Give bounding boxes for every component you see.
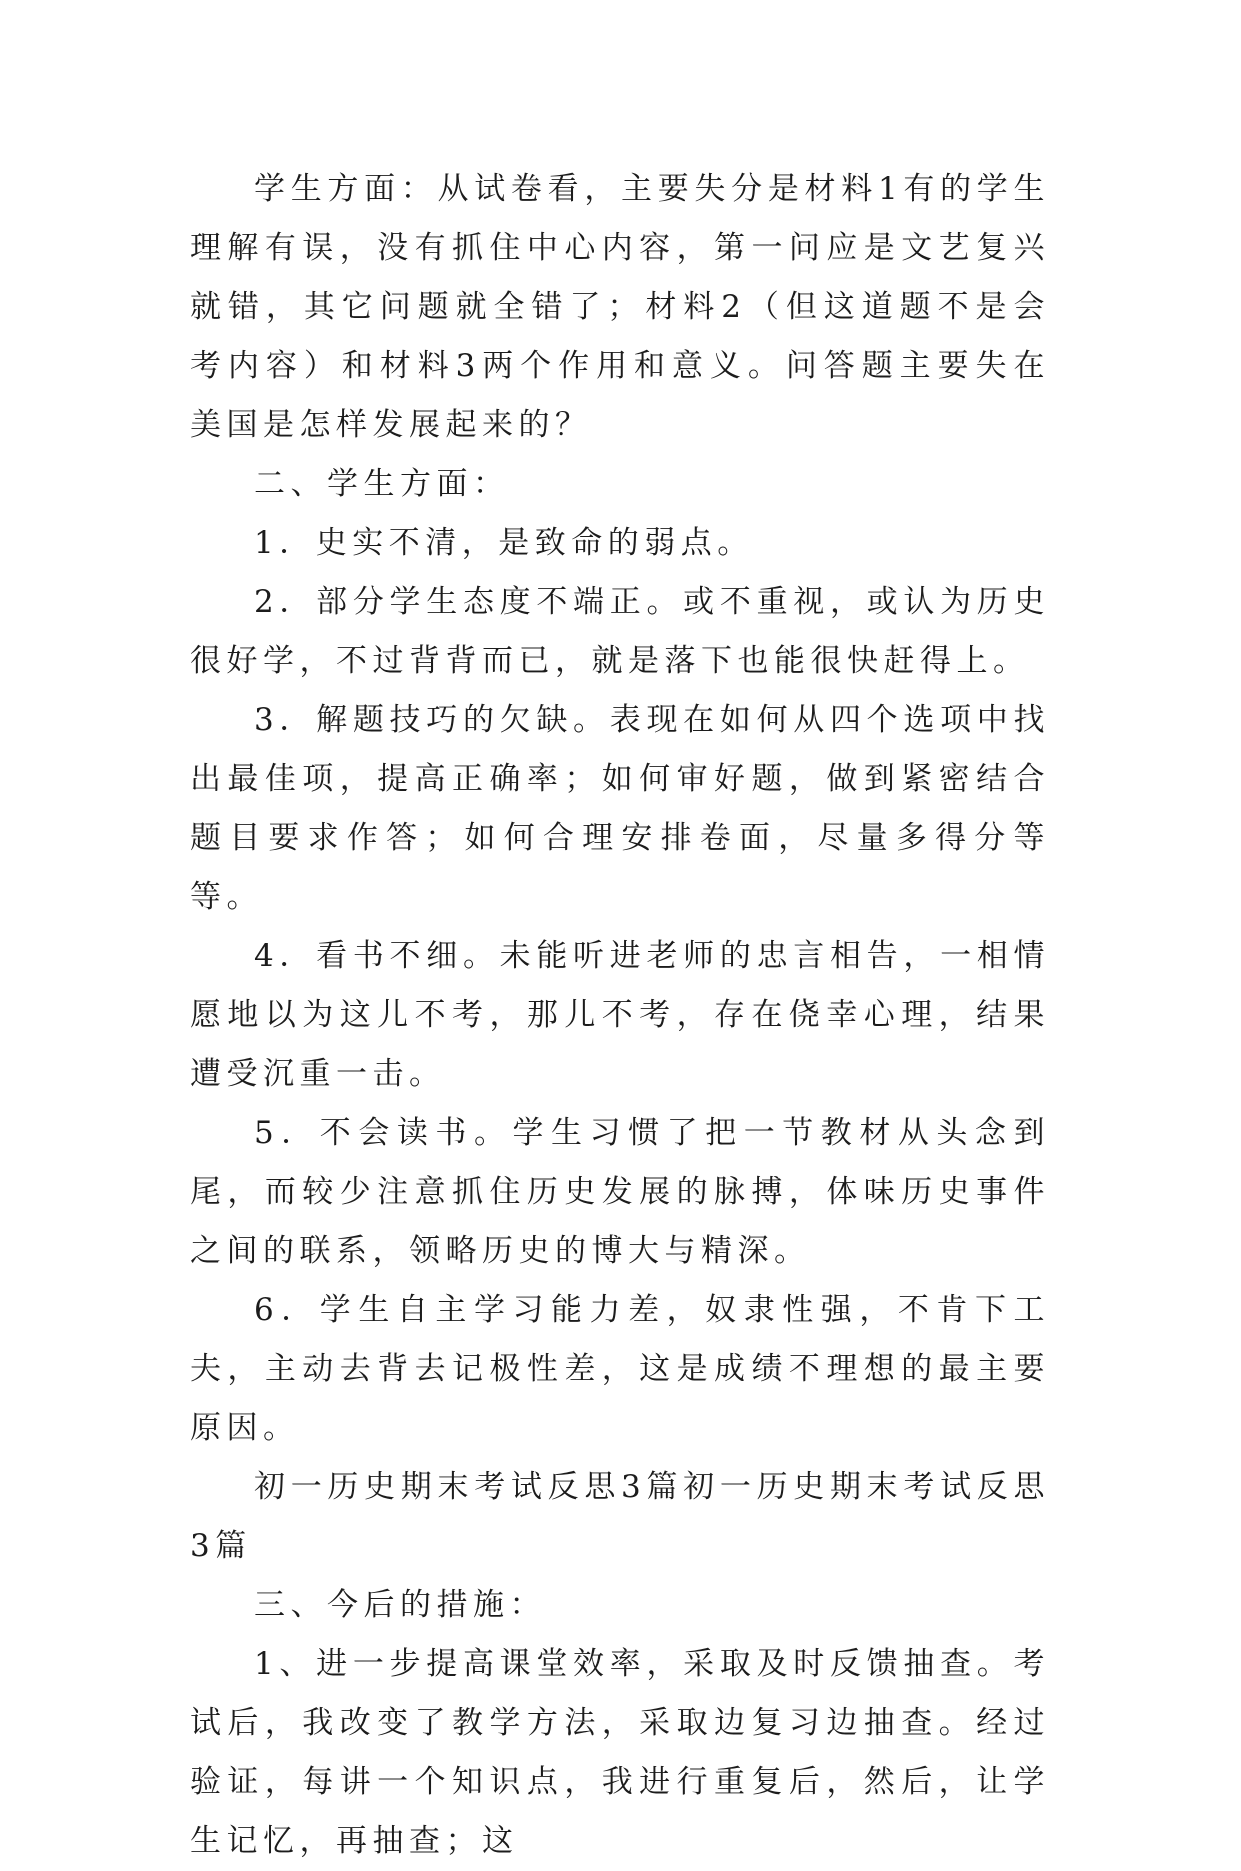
heading-future-measures: 三、今后的措施： [254, 1587, 546, 1623]
heading-student-aspect: 二、学生方面： [254, 466, 510, 502]
list-item-3: 3．解题技巧的欠缺。表现在如何从四个选项中找出最佳项，提高正确率；如何审好题，做到紧密结合题目要求作答；如何合理安排卷面，尽量多得分等等。 [190, 702, 1050, 915]
list-item-4: 4．看书不细。未能听进老师的忠言相告，一相情愿地以为这儿不考，那儿不考，存在侥幸心理，结果遭受沉重一击。 [190, 938, 1050, 1092]
list-item-1: 1．史实不清，是致命的弱点。 [254, 525, 754, 561]
list-item-5: 5．不会读书。学生习惯了把一节教材从头念到尾，而较少注意抓住历史发展的脉搏，体味历史事件之间的联系，领略历史的博大与精深。 [190, 1115, 1050, 1269]
list-item-2: 2．部分学生态度不端正。或不重视，或认为历史很好学，不过背背而已，就是落下也能很快赶得上。 [190, 584, 1050, 679]
list-item-6: 6．学生自主学习能力差，奴隶性强，不肯下工夫，主动去背去记极性差，这是成绩不理想的最主要原因。 [190, 1292, 1050, 1446]
paragraph-student-analysis: 学生方面：从试卷看，主要失分是材料1有的学生理解有误，没有抓住中心内容，第一问应是文艺复兴就错，其它问题就全错了；材料2（但这道题不是会考内容）和材料3两个作用和意义。问答题主要失在美国是怎样发展起来的？ [190, 171, 1050, 443]
document-body [190, 160, 1050, 1871]
repeated-title-line: 初一历史期末考试反思3篇初一历史期末考试反思3篇 [190, 1469, 1050, 1564]
measure-item-1: 1、进一步提高课堂效率，采取及时反馈抽查。考试后，我改变了教学方法，采取边复习边抽查。经过验证，每讲一个知识点，我进行重复后，然后，让学生记忆，再抽查；这 [190, 1646, 1050, 1859]
